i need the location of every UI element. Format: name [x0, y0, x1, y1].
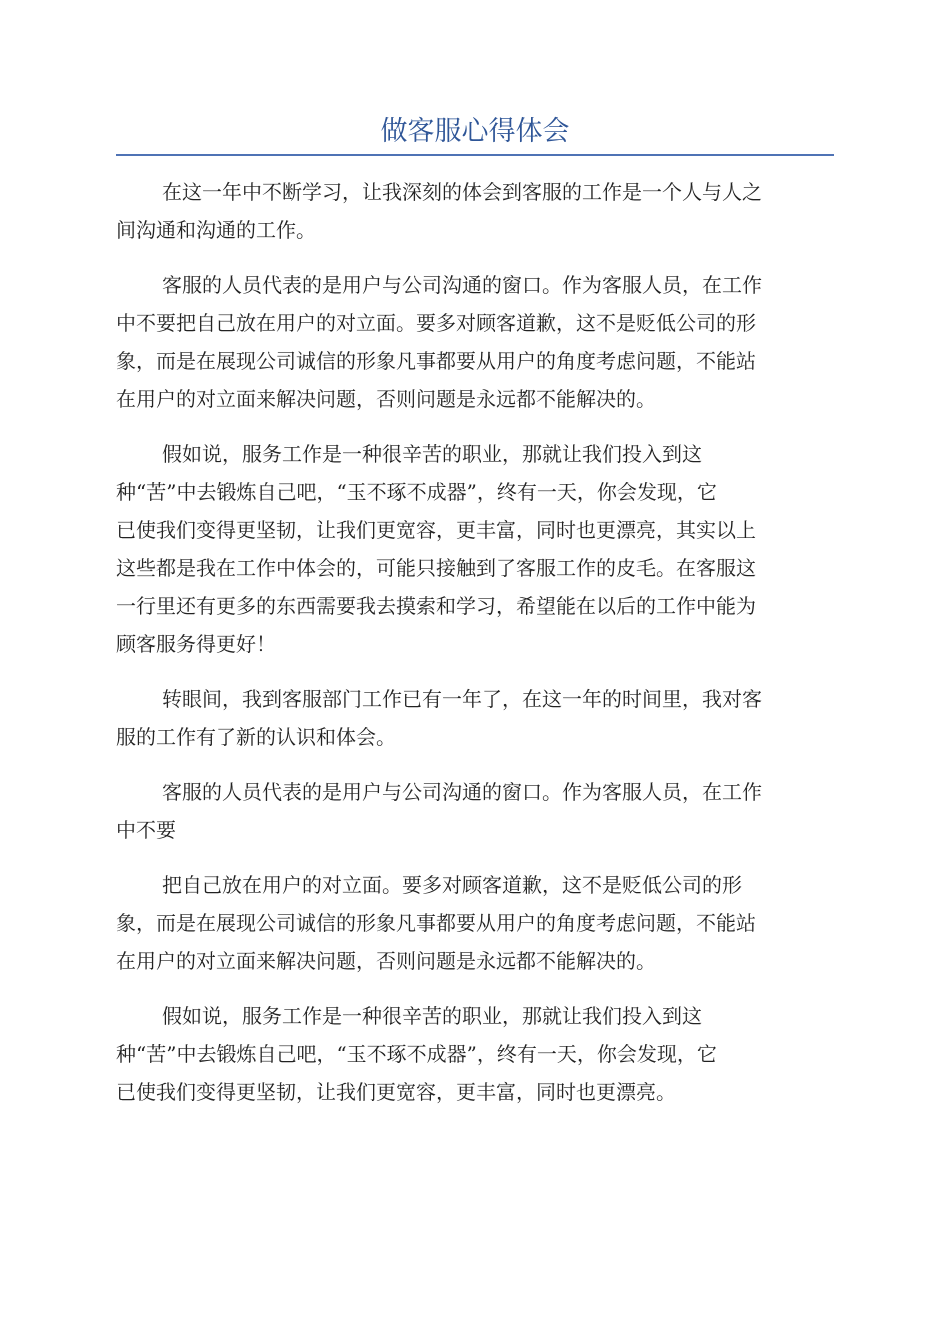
paragraph-line: 客服的人员代表的是用户与公司沟通的窗口。作为客服人员，在工作: [162, 780, 762, 804]
paragraph-line: 间沟通和沟通的工作。: [116, 218, 316, 242]
paragraph-line: 假如说，服务工作是一种很辛苦的职业，那就让我们投入到这: [162, 442, 702, 466]
paragraph-5: [116, 773, 834, 849]
paragraph-line: 中不要: [116, 818, 176, 842]
paragraph-line: 在这一年中不断学习，让我深刻的体会到客服的工作是一个人与人之: [162, 180, 762, 204]
paragraph-line: 种“苦”中去锻炼自己吧，“玉不琢不成器”，终有一天，你会发现，它: [116, 480, 717, 504]
paragraph-2: [116, 266, 834, 418]
paragraph-line: 假如说，服务工作是一种很辛苦的职业，那就让我们投入到这: [162, 1004, 702, 1028]
paragraph-line: 已使我们变得更坚韧，让我们更宽容，更丰富，同时也更漂亮。: [116, 1080, 676, 1104]
paragraph-line: 一行里还有更多的东西需要我去摸索和学习，希望能在以后的工作中能为: [116, 594, 756, 618]
paragraph-line: 顾客服务得更好！: [116, 632, 276, 656]
paragraph-1: [116, 173, 834, 249]
paragraph-line: 这些都是我在工作中体会的，可能只接触到了客服工作的皮毛。在客服这: [116, 556, 756, 580]
paragraph-line: 把自己放在用户的对立面。要多对顾客道歉，这不是贬低公司的形: [162, 873, 742, 897]
paragraph-line: 种“苦”中去锻炼自己吧，“玉不琢不成器”，终有一天，你会发现，它: [116, 1042, 717, 1066]
paragraph-6: [116, 866, 834, 980]
paragraph-3: [116, 435, 834, 663]
paragraph-line: 象，而是在展现公司诚信的形象凡事都要从用户的角度考虑问题，不能站: [116, 349, 756, 373]
paragraph-line: 服的工作有了新的认识和体会。: [116, 725, 396, 749]
paragraph-line: 在用户的对立面来解决问题，否则问题是永远都不能解决的。: [116, 949, 656, 973]
paragraph-line: 在用户的对立面来解决问题，否则问题是永远都不能解决的。: [116, 387, 656, 411]
paragraph-line: 中不要把自己放在用户的对立面。要多对顾客道歉，这不是贬低公司的形: [116, 311, 756, 335]
paragraph-line: 转眼间，我到客服部门工作已有一年了，在这一年的时间里，我对客: [162, 687, 762, 711]
document-title: 做客服心得体会: [380, 116, 570, 147]
paragraph-line: 象，而是在展现公司诚信的形象凡事都要从用户的角度考虑问题，不能站: [116, 911, 756, 935]
paragraph-line: 已使我们变得更坚韧，让我们更宽容，更丰富，同时也更漂亮，其实以上: [116, 518, 756, 542]
paragraph-4: [116, 680, 834, 756]
paragraph-7: [116, 997, 834, 1111]
document-body: [116, 173, 834, 1128]
title-underline: [116, 154, 834, 156]
paragraph-line: 客服的人员代表的是用户与公司沟通的窗口。作为客服人员，在工作: [162, 273, 762, 297]
